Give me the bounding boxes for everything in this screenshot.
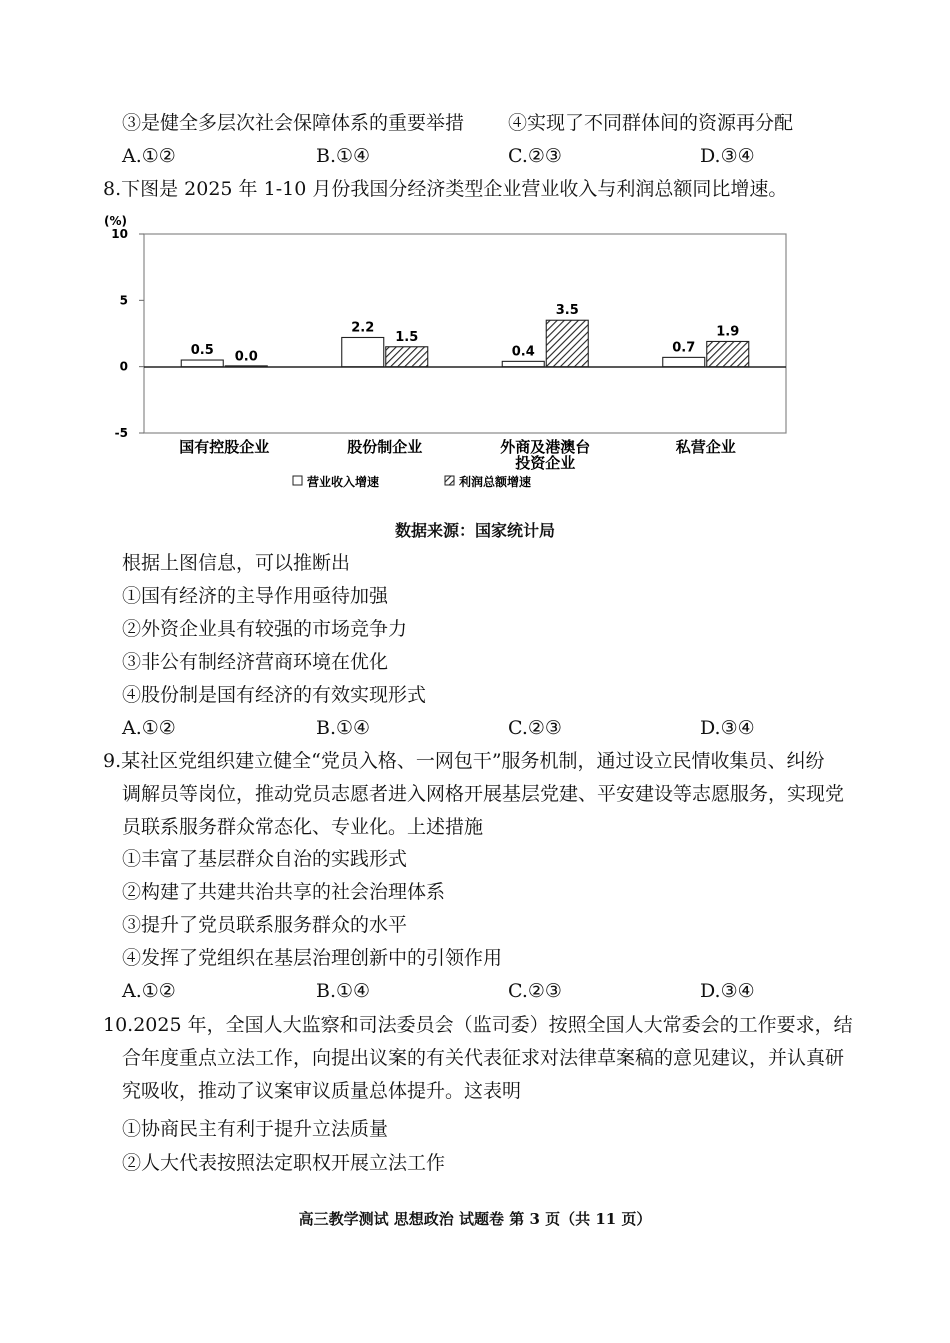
q10-stem-line-1: 10.2025 年，全国人大监察和司法委员会（监司委）按照全国人大常委会的工作要求，结 [103, 1014, 853, 1036]
q8-option-b: B.①④ [316, 717, 371, 739]
legend-label-profit: 利润总额增速 [459, 475, 532, 489]
page-footer: 高三教学测试 思想政治 试题卷 第 3 页（共 11 页） [298, 1210, 652, 1228]
y-tick-label-0: 10 [111, 227, 128, 241]
legend-swatch-revenue [293, 476, 302, 485]
q10-statement-1: ①协商民主有利于提升立法质量 [122, 1118, 389, 1140]
q8-statement-2: ②外资企业具有较强的市场竞争力 [122, 618, 408, 640]
data-label-revenue-2: 0.4 [511, 344, 535, 360]
data-label-profit-2: 3.5 [555, 303, 579, 319]
bar-profit-3 [707, 341, 749, 366]
y-tick-label-1: 5 [119, 293, 128, 308]
x-category-label-2-line-1: 投资企业 [515, 454, 576, 472]
bar-revenue-3 [663, 357, 705, 366]
legend-label-revenue: 营业收入增速 [307, 475, 380, 489]
q9-option-d: D.③④ [700, 980, 755, 1002]
q8-option-d: D.③④ [700, 717, 755, 739]
q8-option-c: C.②③ [508, 717, 562, 739]
q8-statement-3: ③非公有制经济营商环境在优化 [122, 651, 389, 673]
chart-source: 数据来源：国家统计局 [394, 521, 555, 540]
q9-statement-1: ①丰富了基层群众自治的实践形式 [122, 848, 408, 870]
q7-option-c: C.②③ [508, 145, 562, 167]
data-label-revenue-1: 2.2 [351, 320, 375, 336]
data-label-profit-0: 0.0 [234, 349, 258, 365]
q8-option-a: A.①② [122, 717, 176, 739]
data-label-revenue-0: 0.5 [190, 343, 214, 359]
q9-stem-line-2: 调解员等岗位，推动党员志愿者进入网格开展基层党建、平安建设等志愿服务，实现党 [122, 783, 845, 805]
q7-option-a: A.①② [122, 145, 176, 167]
q9-option-b: B.①④ [316, 980, 371, 1002]
bar-revenue-0 [181, 360, 223, 367]
x-category-label-1: 股份制企业 [347, 438, 423, 456]
q8-stem: 8.下图是 2025 年 1-10 月份我国分经济类型企业营业收入与利润总额同比增速。 [103, 178, 788, 200]
q7-option-b: B.①④ [316, 145, 371, 167]
q10-stem-line-2: 合年度重点立法工作，向提出议案的有关代表征求对法律草案稿的意见建议，并认真研 [122, 1047, 845, 1069]
q8-lead: 根据上图信息，可以推断出 [122, 552, 351, 574]
bar-revenue-1 [342, 337, 384, 366]
bar-profit-0 [225, 366, 267, 367]
y-tick-label-2: 0 [119, 359, 128, 374]
legend [293, 474, 531, 489]
x-category-label-2-line-0: 外商及港澳台 [500, 438, 591, 456]
q9-stem-line-3: 员联系服务群众常态化、专业化。上述措施 [122, 816, 484, 838]
x-category-label-3: 私营企业 [675, 438, 736, 456]
bar-chart [0, 205, 950, 515]
q9-option-c: C.②③ [508, 980, 562, 1002]
q10-statement-2: ②人大代表按照法定职权开展立法工作 [122, 1152, 446, 1174]
bar-profit-1 [386, 347, 428, 367]
q8-statement-4: ④股份制是国有经济的有效实现形式 [122, 684, 427, 706]
x-category-label-0: 国有控股企业 [179, 438, 270, 456]
q9-statement-2: ②构建了共建共治共享的社会治理体系 [122, 881, 446, 903]
q8-statement-1: ①国有经济的主导作用亟待加强 [122, 585, 389, 607]
data-label-revenue-3: 0.7 [672, 340, 696, 356]
q9-statement-3: ③提升了党员联系服务群众的水平 [122, 914, 408, 936]
bar-revenue-2 [502, 361, 544, 366]
legend-swatch-profit [445, 476, 454, 485]
q7-statement-4: ④实现了不同群体间的资源再分配 [508, 112, 794, 134]
q9-stem-line-1: 9.某社区党组织建立健全“党员入格、一网包干”服务机制，通过设立民情收集员、纠纷 [103, 750, 825, 772]
data-label-profit-3: 1.9 [716, 324, 740, 340]
plot-frame [144, 234, 786, 433]
data-label-profit-1: 1.5 [395, 329, 419, 345]
q9-statement-4: ④发挥了党组织在基层治理创新中的引领作用 [122, 947, 503, 969]
y-unit-label: (%) [104, 214, 127, 228]
bar-profit-2 [546, 320, 588, 366]
y-tick-label-3: -5 [114, 426, 128, 440]
q7-statement-3: ③是健全多层次社会保障体系的重要举措 [122, 112, 465, 134]
q10-stem-line-3: 究吸收，推动了议案审议质量总体提升。这表明 [122, 1080, 522, 1102]
q7-option-d: D.③④ [700, 145, 755, 167]
q9-option-a: A.①② [122, 980, 176, 1002]
